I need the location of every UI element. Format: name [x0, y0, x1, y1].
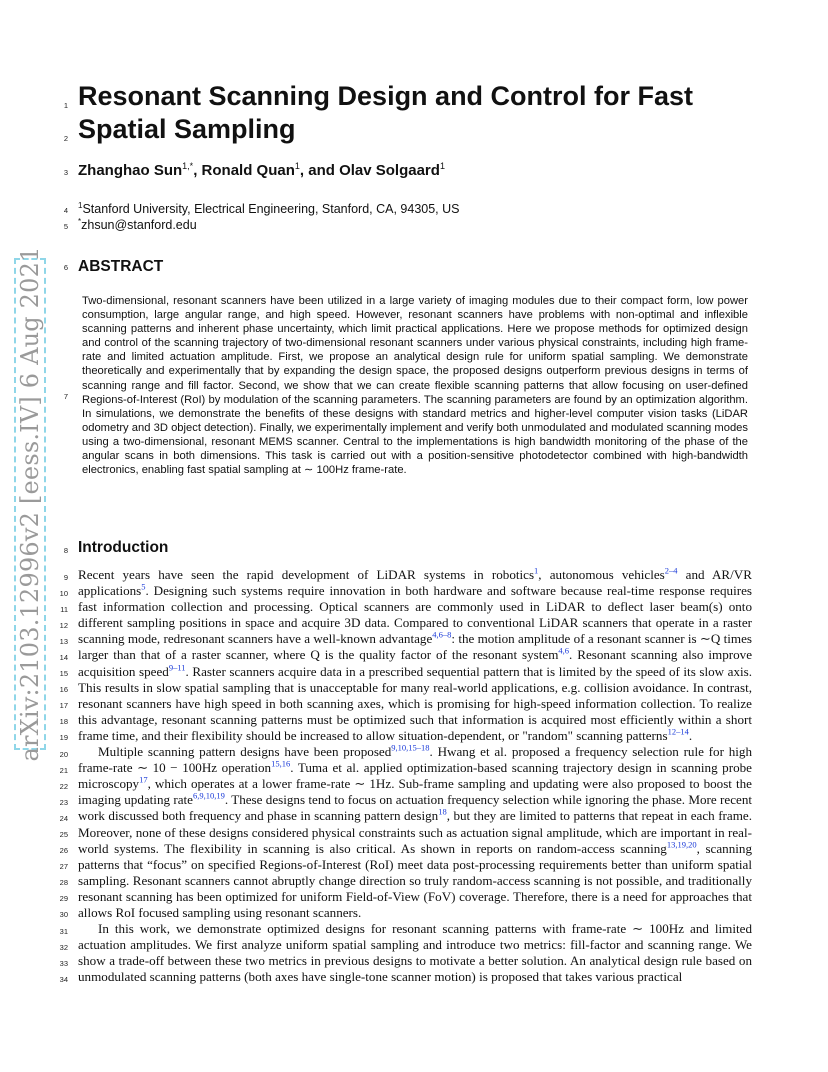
citation-link[interactable]: 5 — [141, 581, 146, 592]
citation-link[interactable]: 12–14 — [667, 726, 689, 737]
author-name: Ronald Quan — [201, 162, 295, 179]
affiliation-line — [78, 201, 460, 216]
paragraph: Multiple scanning pattern designs have been proposed$^{9,10,15-18}$. Hwang et al. proposed a frequency selection rule for high frame-rate ∼ 10 − 100Hz operation$^{15,16}$. Tuma et al. applied optimization-based scanning trajectory design in scanning probe microscopy$^{17}$, which operates at a lower frame-rate ∼ 1Hz. Sub-frame sampling and updating were also proposed to boost the imaging updating rate$^{6,9,10,19}$. These designs tend to focus on actuation frequency selection while ignoring the phase. More recent work discussed both frequency and phase in scanning pattern design$^{18}$, but they are limited to patterns that repeat in each frame. Moreover, none of these designs considered physical constraints such as actuation signal amplitude, which are important in real-world systems. The flexibility in scanning is also critical. As shown in reports on random-access scanning$^{13,19,20}$, scanning patterns that “focus” on specified Regions-of-Interest (RoI) meet data post-processing requirements better than uniform spatial sampling. Resonant scanners cannot abruptly change direction so truly random-access scanning is not possible, and traditionally resonant scanning has been optimized for uniform Field-of-View (FoV) coverage. Therefore, there is a need for approaches that allows RoI focused sampling using resonant scanners. — [78, 742, 753, 920]
citation-link[interactable]: 1 — [534, 565, 539, 576]
line-number: 6 — [63, 263, 68, 272]
line-number: 32 — [59, 943, 68, 952]
citation-link[interactable]: 4,6 — [558, 646, 570, 657]
line-number: 16 — [59, 685, 68, 694]
line-number: 15 — [59, 669, 68, 678]
line-number: 22 — [59, 782, 68, 791]
line-number: 9 — [63, 573, 68, 582]
line-number: 7 — [63, 392, 68, 401]
line-number: 17 — [59, 701, 68, 710]
line-number: 31 — [59, 927, 68, 936]
line-number: 25 — [59, 830, 68, 839]
line-number: 8 — [63, 546, 68, 555]
citation-link[interactable]: 15,16 — [271, 758, 291, 769]
paragraph: In this work, we demonstrate optimized designs for resonant scanning patterns with frame-rate ∼ 100Hz and limited actuation amplitudes. We first analyze uniform spatial sampling and introduce two metrics: fill-factor and scanning range. We show a trade-off between these two metrics in previous designs to motivate a better solution. An analytical design rule based on unmodulated scanning patterns (both axes have single-tone scanner motion) is proposed that takes various practical — [78, 921, 752, 985]
line-number: 24 — [59, 814, 68, 823]
line-number: 3 — [63, 168, 68, 177]
citation-link[interactable]: 2–4 — [664, 565, 678, 576]
arxiv-watermark-frame — [14, 246, 46, 762]
affiliation-text: Stanford University, Electrical Engineering, Stanford, CA, 94305, US — [82, 202, 460, 217]
citation-link[interactable]: 4,6–8 — [432, 630, 452, 641]
line-number: 29 — [59, 894, 68, 903]
line-number: 4 — [63, 206, 68, 215]
arxiv-watermark: arXiv:2103.12996v2 [eess.IV] 6 Aug 2021 — [16, 246, 44, 762]
line-number: 18 — [59, 717, 68, 726]
paper-title: Resonant Scanning Design and Control for Fast Spatial Sampling — [78, 81, 694, 144]
line-number: 21 — [59, 766, 68, 775]
line-number: 12 — [59, 621, 68, 630]
line-number: 1 — [63, 101, 68, 110]
line-number: 2 — [63, 134, 68, 143]
line-number: 33 — [59, 959, 68, 968]
author-separator: , — [193, 162, 202, 179]
author-affil-mark: 1,* — [182, 161, 194, 171]
author-name: Olav Solgaard — [339, 162, 440, 179]
email-line — [78, 217, 197, 232]
line-number: 14 — [59, 653, 68, 662]
paragraph: Recent years have seen the rapid development of LiDAR systems in robotics$^1$, autonomous vehicles$^{2-4}$ and AR/VR applications$^5$. Designing such systems require innovation in both hardware and software because real-time response requires fast information collection and processing. Optical scanners are commonly used in LiDAR to deflect laser beam(s) onto different sampling positions in space and acquire 3D data. Compared to conventional LiDAR scanners that operate in a raster scanning mode, redresonant scanners have a well-known advantage$^{4,6-8}$: the motion amplitude of a resonant scanner is ∼Q times larger than that of a raster scanner, where Q is the quality factor of the resonant system$^{4,6}$. Resonant scanning also improve acquisition speed$^{9-11}$. Raster scanners acquire data in a prescribed sequential pattern that is limited by the speed of its slow axis. This results in slow spatial sampling that is unacceptable for many real-world applications, e.g. collision avoidance. In contrast, resonant scanners have high speed in both scanning axes, which is promising for high-speed information collection. To realize this advantage, resonant scanning patterns must be optimized such that information is acquired most efficiently within a short frame time, and their flexibility should be increased to allow situation-dependent, or "random" scanning patterns$^{12-14}$. — [78, 565, 753, 743]
line-number: 27 — [59, 862, 68, 871]
author-name: Zhanghao Sun — [78, 162, 183, 179]
citation-link[interactable]: 18 — [438, 807, 447, 818]
line-number: 13 — [59, 637, 68, 646]
line-number: 19 — [59, 733, 68, 742]
line-number: 30 — [59, 910, 68, 919]
corresponding-mark: * — [78, 217, 82, 226]
line-number: 34 — [59, 975, 68, 984]
citation-link[interactable]: 6,9,10,19 — [192, 790, 225, 801]
line-number: 23 — [59, 798, 68, 807]
abstract-heading: ABSTRACT — [78, 258, 164, 275]
citation-link[interactable]: 9,10,15–18 — [391, 742, 430, 753]
author-affil-mark: 1 — [294, 161, 300, 171]
line-number: 5 — [63, 222, 68, 231]
abstract-text: Two-dimensional, resonant scanners have been utilized in a large variety of imaging modules due to their compact form, low power consumption, large angular range, and high speed. However, resonant scanners have problems with non-optimal and inflexible scanning patterns and inherent phase uncertainty, which limit practical applications. Here we propose methods for optimized design and control of the scanning trajectory of two-dimensional resonant scanners under various physical constraints, including high frame-rate and limited actuation amplitude. First, we propose an analytical design rule for uniform spatial sampling. We demonstrate theoretically and experimentally that by expanding the design space, the proposed designs outperform previous designs in terms of scanning range and fill factor. Second, we show that we can create flexible scanning patterns that allow focusing on user-defined Regions-of-Interest (RoI) by modulation of the scanning parameters. The scanning parameters are found by an optimization algorithm. In simulations, we demonstrate the benefits of these designs with standard metrics and higher-level computer vision tasks (LiDAR odometry and 3D object detection). Finally, we experimentally implement and verify both unmodulated and modulated scanning modes using a two-dimensional, resonant MEMS scanner. Central to the implementations is high bandwidth monitoring of the phase of the angular scans in both dimensions. This task is carried out with a position-sensitive photodetector combined with high-bandwidth electronics, enabling fast spatial sampling at ∼ 100Hz frame-rate. — [82, 295, 748, 477]
line-number: 26 — [59, 846, 68, 855]
line-number: 11 — [60, 605, 68, 614]
line-number: 20 — [59, 750, 68, 759]
introduction-body — [78, 567, 752, 985]
author-affil-mark: 1 — [439, 161, 445, 171]
affiliation-mark: 1 — [78, 201, 83, 210]
line-number: 10 — [59, 589, 68, 598]
citation-link[interactable]: 9–11 — [168, 662, 186, 673]
introduction-heading: Introduction — [78, 539, 169, 556]
citation-link[interactable]: 13,19,20 — [666, 839, 697, 850]
author-list — [78, 161, 445, 179]
citation-link[interactable]: 17 — [139, 774, 148, 785]
author-separator: , and — [299, 162, 340, 179]
line-number: 28 — [59, 878, 68, 887]
email-text: zhsun@stanford.edu — [81, 218, 197, 233]
